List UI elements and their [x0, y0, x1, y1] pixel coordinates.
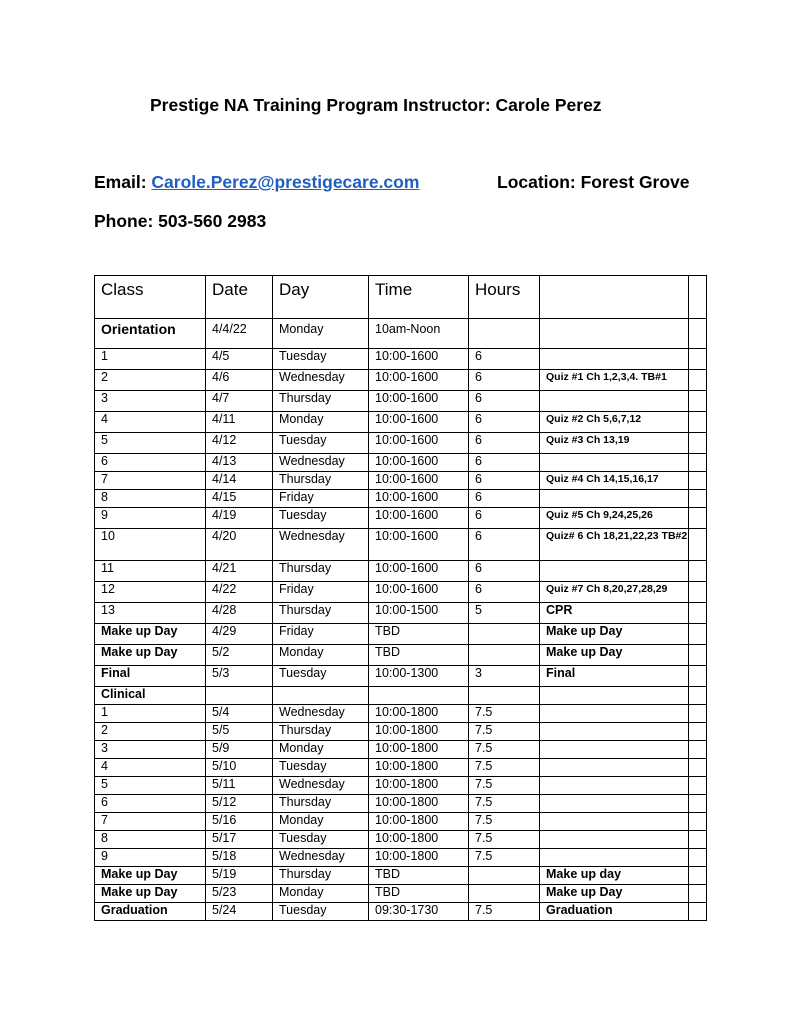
cell-time: 10:00-1800 — [369, 705, 469, 723]
cell-hours: 3 — [469, 666, 540, 687]
cell-hours: 7.5 — [469, 741, 540, 759]
cell-day: Thursday — [273, 795, 369, 813]
column-header: Day — [273, 276, 369, 319]
table-row — [95, 370, 707, 391]
cell-empty — [689, 391, 707, 412]
column-header — [540, 276, 689, 319]
cell-note: Make up Day — [540, 885, 689, 903]
cell-day: Thursday — [273, 723, 369, 741]
cell-empty — [689, 666, 707, 687]
cell-empty — [689, 687, 707, 705]
cell-empty — [689, 561, 707, 582]
cell-note — [540, 813, 689, 831]
column-header: Date — [206, 276, 273, 319]
table-row — [95, 666, 707, 687]
cell-cls: 4 — [95, 412, 206, 433]
cell-cls: Make up Day — [95, 885, 206, 903]
cell-note — [540, 391, 689, 412]
column-header — [689, 276, 707, 319]
cell-cls: 7 — [95, 813, 206, 831]
cell-note — [540, 795, 689, 813]
table-row — [95, 903, 707, 921]
cell-date: 5/24 — [206, 903, 273, 921]
cell-day: Monday — [273, 885, 369, 903]
cell-hours — [469, 624, 540, 645]
cell-day: Friday — [273, 624, 369, 645]
cell-cls: Clinical — [95, 687, 206, 705]
table-row — [95, 582, 707, 603]
cell-hours: 7.5 — [469, 777, 540, 795]
cell-hours: 6 — [469, 472, 540, 490]
cell-note: Quiz #4 Ch 14,15,16,17 — [540, 472, 689, 490]
cell-time: TBD — [369, 624, 469, 645]
cell-date: 4/11 — [206, 412, 273, 433]
table-row — [95, 645, 707, 666]
cell-cls: 1 — [95, 705, 206, 723]
cell-day: Thursday — [273, 867, 369, 885]
cell-cls: Graduation — [95, 903, 206, 921]
cell-hours: 6 — [469, 490, 540, 508]
table-row — [95, 705, 707, 723]
table-row — [95, 454, 707, 472]
cell-date: 4/19 — [206, 508, 273, 529]
cell-time: 10:00-1800 — [369, 723, 469, 741]
cell-empty — [689, 454, 707, 472]
cell-empty — [689, 831, 707, 849]
cell-note — [540, 454, 689, 472]
cell-cls: 9 — [95, 849, 206, 867]
cell-date: 4/4/22 — [206, 319, 273, 349]
cell-time: TBD — [369, 645, 469, 666]
cell-time: 10:00-1800 — [369, 849, 469, 867]
cell-empty — [689, 529, 707, 561]
cell-hours: 7.5 — [469, 813, 540, 831]
cell-note: Make up day — [540, 867, 689, 885]
table-row — [95, 885, 707, 903]
cell-day: Wednesday — [273, 529, 369, 561]
cell-cls: Orientation — [95, 319, 206, 349]
cell-day: Tuesday — [273, 349, 369, 370]
cell-cls: 13 — [95, 603, 206, 624]
cell-cls: 8 — [95, 490, 206, 508]
cell-date: 5/18 — [206, 849, 273, 867]
cell-hours — [469, 645, 540, 666]
cell-empty — [689, 433, 707, 454]
cell-date: 4/12 — [206, 433, 273, 454]
column-header: Time — [369, 276, 469, 319]
cell-note: Final — [540, 666, 689, 687]
table-row — [95, 741, 707, 759]
cell-empty — [689, 849, 707, 867]
cell-time: 10am-Noon — [369, 319, 469, 349]
cell-cls: 5 — [95, 433, 206, 454]
table-row — [95, 867, 707, 885]
cell-note — [540, 490, 689, 508]
table-row — [95, 777, 707, 795]
cell-hours: 7.5 — [469, 723, 540, 741]
cell-date: 5/11 — [206, 777, 273, 795]
cell-note: Quiz #3 Ch 13,19 — [540, 433, 689, 454]
cell-date: 4/14 — [206, 472, 273, 490]
cell-empty — [689, 412, 707, 433]
cell-empty — [689, 705, 707, 723]
cell-empty — [689, 813, 707, 831]
cell-hours: 6 — [469, 582, 540, 603]
cell-time: 10:00-1600 — [369, 391, 469, 412]
table-row — [95, 795, 707, 813]
cell-date: 4/21 — [206, 561, 273, 582]
cell-day: Tuesday — [273, 433, 369, 454]
cell-cls: 3 — [95, 741, 206, 759]
cell-empty — [689, 777, 707, 795]
table-row — [95, 490, 707, 508]
cell-time: 10:00-1800 — [369, 759, 469, 777]
cell-time: 10:00-1600 — [369, 508, 469, 529]
cell-day: Friday — [273, 490, 369, 508]
cell-date: 4/22 — [206, 582, 273, 603]
table-row — [95, 529, 707, 561]
cell-hours: 7.5 — [469, 831, 540, 849]
cell-cls: 5 — [95, 777, 206, 795]
cell-hours: 6 — [469, 370, 540, 391]
table-row — [95, 813, 707, 831]
cell-hours: 7.5 — [469, 705, 540, 723]
cell-time: TBD — [369, 867, 469, 885]
cell-time: 10:00-1800 — [369, 741, 469, 759]
cell-note: Graduation — [540, 903, 689, 921]
table-row — [95, 723, 707, 741]
cell-day: Wednesday — [273, 370, 369, 391]
cell-date: 5/2 — [206, 645, 273, 666]
cell-cls: 10 — [95, 529, 206, 561]
cell-time: 10:00-1800 — [369, 813, 469, 831]
cell-empty — [689, 490, 707, 508]
table-row — [95, 759, 707, 777]
cell-hours — [469, 687, 540, 705]
cell-day: Monday — [273, 645, 369, 666]
table-row — [95, 508, 707, 529]
cell-time: 10:00-1600 — [369, 490, 469, 508]
cell-cls: 6 — [95, 454, 206, 472]
cell-time: 09:30-1730 — [369, 903, 469, 921]
cell-date: 4/20 — [206, 529, 273, 561]
cell-time: 10:00-1600 — [369, 582, 469, 603]
cell-day: Tuesday — [273, 903, 369, 921]
cell-date: 4/13 — [206, 454, 273, 472]
cell-note: Quiz #5 Ch 9,24,25,26 — [540, 508, 689, 529]
cell-date: 5/4 — [206, 705, 273, 723]
cell-day: Thursday — [273, 391, 369, 412]
cell-empty — [689, 508, 707, 529]
cell-date: 5/12 — [206, 795, 273, 813]
cell-note — [540, 723, 689, 741]
cell-hours: 6 — [469, 508, 540, 529]
cell-time: 10:00-1600 — [369, 370, 469, 391]
cell-hours: 5 — [469, 603, 540, 624]
cell-day: Tuesday — [273, 666, 369, 687]
cell-hours: 6 — [469, 529, 540, 561]
table-row — [95, 603, 707, 624]
cell-time: 10:00-1800 — [369, 795, 469, 813]
cell-empty — [689, 603, 707, 624]
cell-time: 10:00-1600 — [369, 561, 469, 582]
table-row — [95, 561, 707, 582]
cell-day: Tuesday — [273, 831, 369, 849]
cell-day: Tuesday — [273, 759, 369, 777]
table-header-row — [95, 276, 707, 319]
table-row — [95, 412, 707, 433]
cell-time: 10:00-1600 — [369, 454, 469, 472]
cell-hours: 7.5 — [469, 903, 540, 921]
cell-empty — [689, 885, 707, 903]
cell-note — [540, 349, 689, 370]
cell-hours: 7.5 — [469, 849, 540, 867]
cell-day: Wednesday — [273, 705, 369, 723]
cell-date: 5/23 — [206, 885, 273, 903]
page-title: Prestige NA Training Program Instructor: Carole Perez — [150, 95, 602, 115]
email-label: Email: — [94, 172, 152, 192]
location-line: Location: Forest Grove — [497, 172, 690, 192]
cell-hours: 6 — [469, 412, 540, 433]
cell-cls: 6 — [95, 795, 206, 813]
cell-date: 4/6 — [206, 370, 273, 391]
cell-hours — [469, 885, 540, 903]
cell-date: 4/5 — [206, 349, 273, 370]
cell-cls: 3 — [95, 391, 206, 412]
cell-day: Wednesday — [273, 454, 369, 472]
cell-note — [540, 777, 689, 795]
cell-cls: 2 — [95, 723, 206, 741]
cell-hours: 7.5 — [469, 759, 540, 777]
cell-time: 10:00-1800 — [369, 777, 469, 795]
cell-time: 10:00-1800 — [369, 831, 469, 849]
cell-cls: 9 — [95, 508, 206, 529]
cell-day: Monday — [273, 319, 369, 349]
cell-note: CPR — [540, 603, 689, 624]
cell-day: Monday — [273, 412, 369, 433]
cell-time: 10:00-1600 — [369, 472, 469, 490]
cell-empty — [689, 472, 707, 490]
cell-date — [206, 687, 273, 705]
cell-empty — [689, 723, 707, 741]
cell-note: Quiz #2 Ch 5,6,7,12 — [540, 412, 689, 433]
cell-cls: Make up Day — [95, 867, 206, 885]
cell-empty — [689, 582, 707, 603]
cell-day: Tuesday — [273, 508, 369, 529]
cell-hours — [469, 867, 540, 885]
cell-empty — [689, 370, 707, 391]
cell-note: Make up Day — [540, 645, 689, 666]
cell-empty — [689, 795, 707, 813]
cell-note — [540, 561, 689, 582]
cell-date: 5/5 — [206, 723, 273, 741]
cell-day: Wednesday — [273, 849, 369, 867]
cell-date: 5/9 — [206, 741, 273, 759]
cell-hours — [469, 319, 540, 349]
cell-day: Thursday — [273, 603, 369, 624]
cell-time: 10:00-1300 — [369, 666, 469, 687]
cell-time: TBD — [369, 885, 469, 903]
cell-cls: 11 — [95, 561, 206, 582]
cell-hours: 6 — [469, 561, 540, 582]
cell-note: Quiz# 6 Ch 18,21,22,23 TB#2 — [540, 529, 689, 561]
cell-time: 10:00-1600 — [369, 529, 469, 561]
cell-note — [540, 831, 689, 849]
cell-empty — [689, 319, 707, 349]
cell-date: 5/17 — [206, 831, 273, 849]
cell-day: Wednesday — [273, 777, 369, 795]
cell-day: Thursday — [273, 472, 369, 490]
cell-date: 4/7 — [206, 391, 273, 412]
cell-note — [540, 319, 689, 349]
table-row — [95, 391, 707, 412]
cell-date: 4/29 — [206, 624, 273, 645]
cell-hours: 6 — [469, 454, 540, 472]
cell-empty — [689, 903, 707, 921]
cell-date: 5/19 — [206, 867, 273, 885]
cell-date: 5/10 — [206, 759, 273, 777]
cell-day: Friday — [273, 582, 369, 603]
column-header: Class — [95, 276, 206, 319]
cell-time — [369, 687, 469, 705]
cell-time: 10:00-1600 — [369, 412, 469, 433]
cell-empty — [689, 759, 707, 777]
table-row — [95, 433, 707, 454]
cell-cls: Final — [95, 666, 206, 687]
cell-note — [540, 687, 689, 705]
cell-hours: 6 — [469, 349, 540, 370]
phone-line: Phone: 503-560 2983 — [94, 211, 267, 231]
cell-empty — [689, 624, 707, 645]
table-row — [95, 831, 707, 849]
table-row — [95, 849, 707, 867]
cell-time: 10:00-1600 — [369, 433, 469, 454]
email-line — [94, 172, 419, 193]
table-row — [95, 319, 707, 349]
cell-cls: Make up Day — [95, 645, 206, 666]
table-row — [95, 472, 707, 490]
cell-time: 10:00-1500 — [369, 603, 469, 624]
cell-time: 10:00-1600 — [369, 349, 469, 370]
schedule-table — [94, 275, 707, 921]
table-row — [95, 349, 707, 370]
table-row — [95, 624, 707, 645]
table-row — [95, 687, 707, 705]
email-link[interactable]: Carole.Perez@prestigecare.com — [151, 172, 420, 192]
cell-day: Thursday — [273, 561, 369, 582]
cell-day: Monday — [273, 741, 369, 759]
cell-note: Make up Day — [540, 624, 689, 645]
cell-cls: 4 — [95, 759, 206, 777]
cell-empty — [689, 349, 707, 370]
cell-cls: 1 — [95, 349, 206, 370]
cell-date: 4/15 — [206, 490, 273, 508]
cell-note — [540, 849, 689, 867]
cell-note — [540, 741, 689, 759]
cell-cls: Make up Day — [95, 624, 206, 645]
cell-empty — [689, 645, 707, 666]
cell-cls: 7 — [95, 472, 206, 490]
cell-cls: 8 — [95, 831, 206, 849]
cell-hours: 6 — [469, 433, 540, 454]
cell-date: 5/16 — [206, 813, 273, 831]
cell-day — [273, 687, 369, 705]
cell-note: Quiz #1 Ch 1,2,3,4. TB#1 — [540, 370, 689, 391]
cell-cls: 2 — [95, 370, 206, 391]
column-header: Hours — [469, 276, 540, 319]
cell-cls: 12 — [95, 582, 206, 603]
cell-empty — [689, 867, 707, 885]
cell-empty — [689, 741, 707, 759]
cell-note — [540, 705, 689, 723]
cell-note: Quiz #7 Ch 8,20,27,28,29 — [540, 582, 689, 603]
cell-hours: 6 — [469, 391, 540, 412]
cell-note — [540, 759, 689, 777]
cell-date: 4/28 — [206, 603, 273, 624]
cell-hours: 7.5 — [469, 795, 540, 813]
cell-date: 5/3 — [206, 666, 273, 687]
cell-day: Monday — [273, 813, 369, 831]
